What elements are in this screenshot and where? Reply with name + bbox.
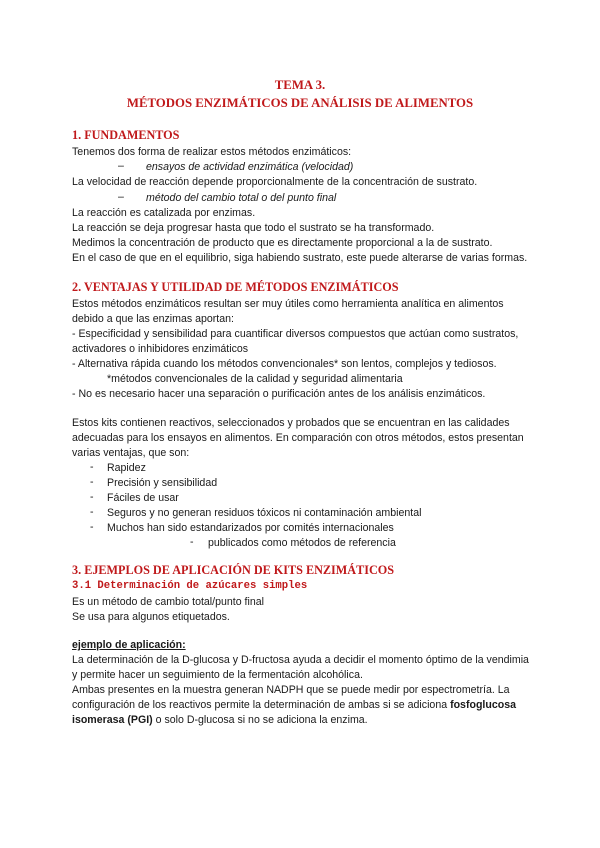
example-label: ejemplo de aplicación: xyxy=(72,639,186,651)
section-2-line: debido a que las enzimas aportan: xyxy=(72,313,234,325)
example-last-line xyxy=(72,713,368,727)
section-1-line: La reacción es catalizada por enzimas. xyxy=(72,207,256,219)
title-line-1: TEMA 3. xyxy=(274,78,326,92)
bullet-item: Precisión y sensibilidad xyxy=(107,477,218,489)
dash-bullet: - xyxy=(90,491,94,503)
section-2-para2-line: varias ventajas, que son: xyxy=(72,447,190,459)
section-1-line: En el caso de que en el equilibrio, siga habiendo sustrato, este puede alterarse de varias formas. xyxy=(72,252,528,264)
dash-bullet: - xyxy=(90,461,94,473)
section-1-intro: Tenemos dos forma de realizar estos métodos enzimáticos: xyxy=(72,146,352,158)
section-2-para2-line: adecuadas para los ensayos en alimentos. En comparación con otros métodos, estos presentan xyxy=(72,432,524,444)
dash-bullet: - xyxy=(90,521,94,533)
section-2-line: activadores o inhibidores enzimáticos xyxy=(72,343,249,355)
bold-term-isomerasa: isomerasa (PGI) xyxy=(72,714,153,726)
section-1-velocidad: La velocidad de reacción depende proporcionalmente de la concentración de sustrato. xyxy=(72,176,478,188)
section-1-item-1: ensayos de actividad enzimática (velocidad) xyxy=(146,161,354,173)
section-3-line: Se usa para algunos etiquetados. xyxy=(72,611,230,623)
section-2-heading: 2. VENTAJAS Y UTILIDAD DE MÉTODOS ENZIMÁTICOS xyxy=(72,280,399,294)
section-2-footnote: *métodos convencionales de la calidad y seguridad alimentaria xyxy=(107,373,403,385)
dash-bullet: - xyxy=(90,476,94,488)
example-line-text: configuración de los reactivos permite la determinación de ambas si se adiciona xyxy=(72,699,448,711)
section-3-line: Es un método de cambio total/punto final xyxy=(72,596,264,608)
section-3-subheading: 3.1 Determinación de azúcares simples xyxy=(72,580,308,592)
example-line: La determinación de la D-glucosa y D-fructosa ayuda a decidir el momento óptimo de la vendimia xyxy=(72,654,529,666)
section-2-line: - No es necesario hacer una separación o purificación antes de los análisis enzimáticos. xyxy=(72,388,486,400)
section-1-line: Medimos la concentración de producto que es directamente proporcional a la de sustrato. xyxy=(72,237,493,249)
section-2-line: Estos métodos enzimáticos resultan ser muy útiles como herramienta analítica en alimentos xyxy=(72,298,504,310)
dash-bullet: – xyxy=(118,191,124,203)
bullet-item: Muchos han sido estandarizados por comités internacionales xyxy=(107,522,394,534)
title-line-2: MÉTODOS ENZIMÁTICOS DE ANÁLISIS DE ALIMENTOS xyxy=(126,96,474,110)
section-2-para2-line: Estos kits contienen reactivos, seleccionados y probados que se encuentran en las calidades xyxy=(72,417,510,429)
section-1-item-2: método del cambio total o del punto final xyxy=(146,192,337,204)
bullet-item: Fáciles de usar xyxy=(107,492,179,504)
sub-bullet-item: publicados como métodos de referencia xyxy=(208,537,396,549)
section-1-line: La reacción se deja progresar hasta que todo el sustrato se ha transformado. xyxy=(72,222,435,234)
example-line-with-bold xyxy=(72,698,516,712)
section-1-heading: 1. FUNDAMENTOS xyxy=(72,128,180,142)
section-2-line: - Alternativa rápida cuando los métodos convencionales* son lentos, complejos y tediosos. xyxy=(72,358,497,370)
bullet-item: Seguros y no generan residuos tóxicos ni contaminación ambiental xyxy=(107,507,422,519)
dash-bullet: - xyxy=(90,506,94,518)
section-3-heading: 3. EJEMPLOS DE APLICACIÓN DE KITS ENZIMÁTICOS xyxy=(72,563,395,577)
example-last-tail: o solo D-glucosa si no se adiciona la enzima. xyxy=(152,714,368,726)
dash-bullet: – xyxy=(118,160,124,172)
bullet-item: Rapidez xyxy=(107,462,146,474)
example-line: y permite hacer un seguimiento de la fermentación alcohólica. xyxy=(72,669,363,681)
example-line: Ambas presentes en la muestra generan NADPH que se puede medir por espectrometría. La xyxy=(72,684,510,696)
bold-term-fosfoglucosa: fosfoglucosa xyxy=(450,699,516,711)
section-2-line: - Especificidad y sensibilidad para cuantificar diversos compuestos que actúan como sustratos, xyxy=(72,328,519,340)
dash-bullet: - xyxy=(190,536,194,548)
